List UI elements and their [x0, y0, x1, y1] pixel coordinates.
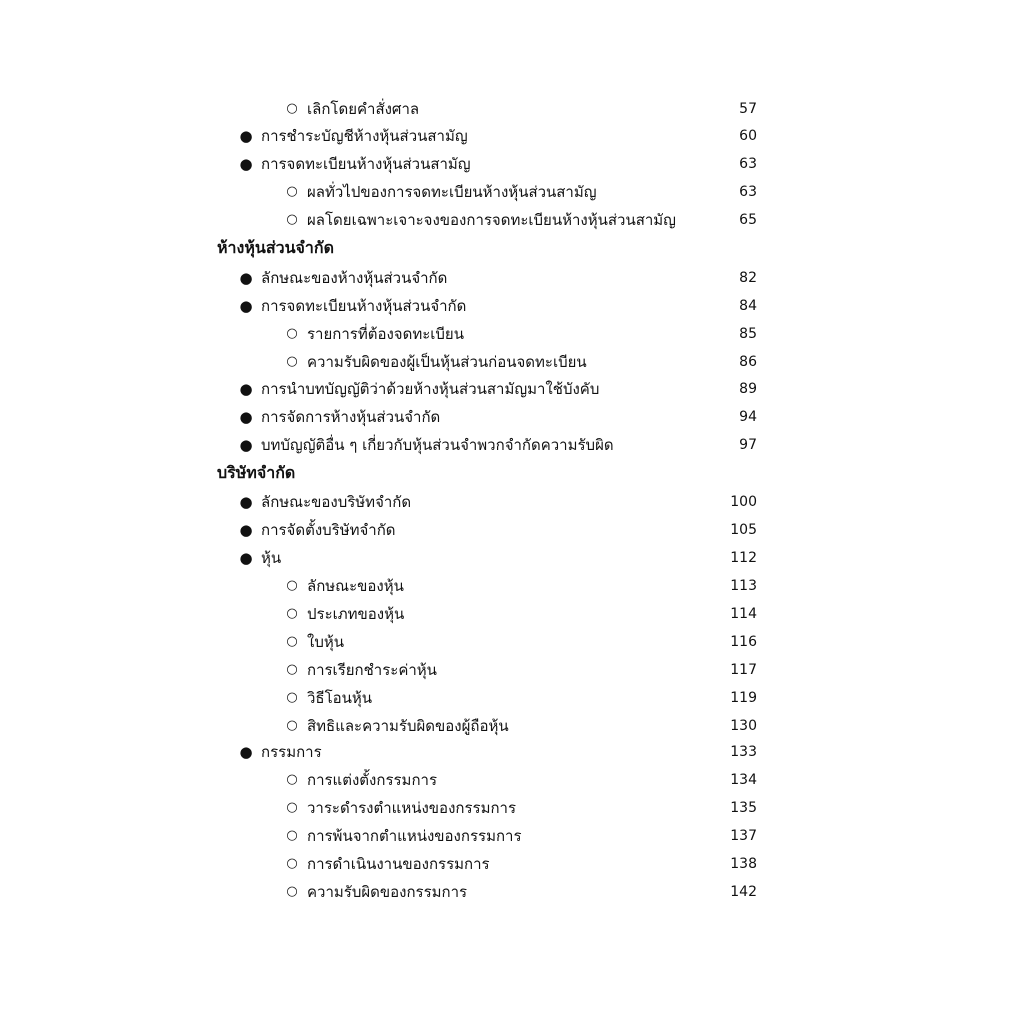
bullet-icon: ●: [239, 380, 253, 398]
toc-entry-text: การจัดตั้งบริษัทจำกัด: [261, 521, 396, 539]
toc-entry-text: การแต่งตั้งกรรมการ: [307, 771, 438, 789]
page-number: 57: [739, 101, 757, 117]
toc-entry-text: ลักษณะของบริษัทจำกัด: [261, 493, 412, 511]
toc-entry-text: การเรียกชำระค่าหุ้น: [307, 661, 437, 679]
bullet-icon: ●: [239, 408, 253, 426]
toc-entry-text: การชำระบัญชีห้างหุ้นส่วนสามัญ: [261, 127, 468, 145]
page-number: 112: [730, 550, 757, 566]
circle-bullet-icon: ○: [286, 772, 298, 787]
page-number: 116: [730, 634, 757, 650]
circle-bullet-icon: ○: [286, 800, 298, 815]
bullet-icon: ●: [239, 297, 253, 315]
page-number: 113: [730, 578, 757, 594]
circle-bullet-icon: ○: [286, 578, 298, 593]
toc-entry-text: วาระดำรงตำแหน่งของกรรมการ: [307, 799, 517, 817]
toc-entry-text: รายการที่ต้องจดทะเบียน: [307, 325, 464, 343]
circle-bullet-icon: ○: [286, 718, 298, 733]
circle-bullet-icon: ○: [286, 690, 298, 705]
toc-entry-text: ความรับผิดของผู้เป็นหุ้นส่วนก่อนจดทะเบียน: [307, 353, 587, 371]
bullet-icon: ●: [239, 493, 253, 511]
section-heading-text: ห้างหุ้นส่วนจำกัด: [217, 238, 334, 257]
section-heading-text: บริษัทจำกัด: [217, 463, 296, 482]
toc-entry-text: การจดทะเบียนห้างหุ้นส่วนสามัญ: [261, 155, 471, 173]
toc-entry-text: ลักษณะของห้างหุ้นส่วนจำกัด: [261, 269, 448, 287]
bullet-icon: ●: [239, 436, 253, 454]
page-number: 97: [739, 437, 757, 453]
page-number: 94: [739, 409, 757, 425]
toc-entry-text: ใบหุ้น: [307, 633, 344, 651]
page-number: 65: [739, 212, 757, 228]
toc-entry-text: ประเภทของหุ้น: [307, 605, 405, 623]
circle-bullet-icon: ○: [286, 884, 298, 899]
toc-entry-text: ผลทั่วไปของการจดทะเบียนห้างหุ้นส่วนสามัญ: [307, 183, 597, 201]
bullet-icon: ●: [239, 743, 253, 761]
toc-entry-text: กรรมการ: [261, 743, 322, 761]
circle-bullet-icon: ○: [286, 828, 298, 843]
circle-bullet-icon: ○: [286, 606, 298, 621]
page-number: 60: [739, 128, 757, 144]
toc-entry-text: การจดทะเบียนห้างหุ้นส่วนจำกัด: [261, 297, 467, 315]
circle-bullet-icon: ○: [286, 184, 298, 199]
page-number: 84: [739, 298, 757, 314]
toc-entry-text: วิธีโอนหุ้น: [307, 689, 373, 707]
toc-entry-text: บทบัญญัติอื่น ๆ เกี่ยวกับหุ้นส่วนจำพวกจำกัดความรับผิด: [261, 436, 614, 454]
circle-bullet-icon: ○: [286, 101, 298, 116]
toc-entry-text: การพ้นจากตำแหน่งของกรรมการ: [307, 827, 522, 845]
page-number: 133: [730, 744, 757, 760]
page-number: 137: [730, 828, 757, 844]
page-number: 130: [730, 718, 757, 734]
page-number: 82: [739, 270, 757, 286]
circle-bullet-icon: ○: [286, 354, 298, 369]
circle-bullet-icon: ○: [286, 856, 298, 871]
circle-bullet-icon: ○: [286, 326, 298, 341]
bullet-icon: ●: [239, 549, 253, 567]
bullet-icon: ●: [239, 127, 253, 145]
page-number: 117: [730, 662, 757, 678]
page-number: 63: [739, 184, 757, 200]
page-number: 100: [730, 494, 757, 510]
page-number: 135: [730, 800, 757, 816]
toc-entry-text: เลิกโดยคำสั่งศาล: [307, 100, 420, 118]
bullet-icon: ●: [239, 155, 253, 173]
bullet-icon: ●: [239, 269, 253, 287]
toc-entry-text: ผลโดยเฉพาะเจาะจงของการจดทะเบียนห้างหุ้นส่วนสามัญ: [307, 211, 676, 229]
page-number: 134: [730, 772, 757, 788]
page-number: 86: [739, 354, 757, 370]
circle-bullet-icon: ○: [286, 634, 298, 649]
page-number: 89: [739, 381, 757, 397]
toc-entry-text: หุ้น: [261, 549, 282, 567]
toc-entry-text: สิทธิและความรับผิดของผู้ถือหุ้น: [307, 717, 509, 735]
page-number: 119: [730, 690, 757, 706]
page-number: 85: [739, 326, 757, 342]
toc-entry-text: ความรับผิดของกรรมการ: [307, 883, 468, 901]
bullet-icon: ●: [239, 521, 253, 539]
circle-bullet-icon: ○: [286, 212, 298, 227]
page-number: 114: [730, 606, 757, 622]
toc-entry-text: การดำเนินงานของกรรมการ: [307, 855, 490, 873]
page-number: 142: [730, 884, 757, 900]
page-number: 138: [730, 856, 757, 872]
page-number: 105: [730, 522, 757, 538]
toc-entry-text: การจัดการห้างหุ้นส่วนจำกัด: [261, 408, 441, 426]
toc-entry-text: ลักษณะของหุ้น: [307, 577, 404, 595]
circle-bullet-icon: ○: [286, 662, 298, 677]
page-number: 63: [739, 156, 757, 172]
toc-entry-text: การนำบทบัญญัติว่าด้วยห้างหุ้นส่วนสามัญมาใช้บังคับ: [261, 380, 600, 398]
